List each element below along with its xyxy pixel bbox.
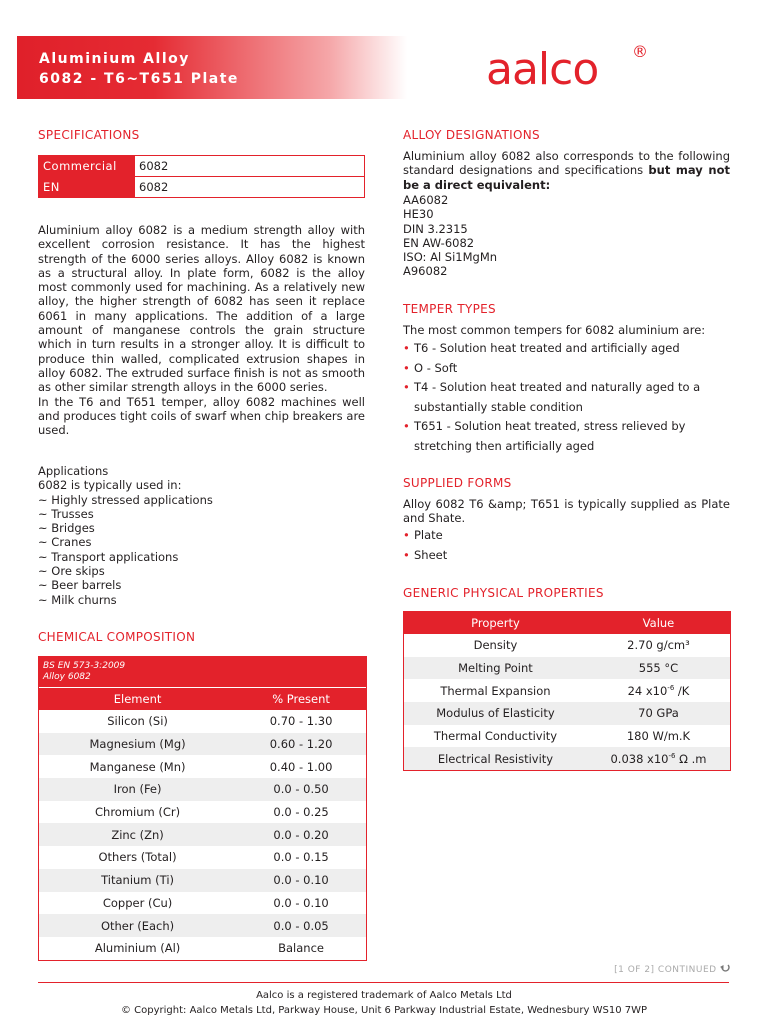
table-row [404, 747, 730, 770]
value-cell [587, 725, 730, 748]
table-row [39, 710, 366, 733]
property-cell: Modulus of Elasticity [404, 702, 587, 725]
physical-table-container [403, 611, 731, 771]
applications [38, 464, 365, 607]
designation-item: EN AW-6082 [403, 235, 475, 250]
property-cell: Thermal Conductivity [433, 729, 558, 744]
table-row [39, 846, 366, 869]
value-cell [587, 634, 730, 657]
specifications-table [38, 155, 365, 198]
trademark-notice: Aalco is a registered trademark of Aalco Metals Ltd [256, 990, 512, 1001]
application-item: ~ Beer barrels [38, 578, 122, 593]
chemical-table-container [38, 656, 367, 961]
document-title [39, 49, 239, 89]
element-cell: Chromium (Cr) [95, 805, 181, 820]
value-text: 2.70 g/cm³ [627, 638, 690, 653]
column-header-present: % Present [236, 688, 366, 710]
element-cell: Magnesium (Mg) [39, 733, 236, 756]
chemical-standard-note [39, 657, 366, 688]
aalco-logo: aalco [486, 44, 599, 95]
designation-item: HE30 [403, 207, 434, 222]
applications-title: Applications [38, 464, 109, 478]
percent-cell: 0.0 - 0.20 [236, 823, 366, 846]
tempers-intro: The most common tempers for 6082 aluminium are: [403, 323, 706, 337]
element-cell: Titanium (Ti) [39, 869, 236, 892]
value-cell [587, 657, 730, 680]
standard-reference: BS EN 573-3:2009 [43, 661, 126, 671]
copyright-notice: © Copyright: Aalco Metals Ltd, Parkway House, Unit 6 Parkway Industrial Estate, Wednesbury WS10 7WP [120, 1005, 648, 1016]
title-line-2: 6082 - T6~T651 Plate [39, 71, 239, 87]
spec-key: EN [39, 177, 136, 198]
form-item: • Sheet [403, 546, 718, 566]
property-cell: Melting Point [404, 657, 587, 680]
percent-cell: 0.0 - 0.10 [236, 869, 366, 892]
percent-cell: 0.60 - 1.20 [236, 733, 366, 756]
temper-item: • T6 - Solution heat treated and artificially aged [403, 339, 718, 359]
table-row [39, 801, 366, 824]
designation-item: A96082 [403, 264, 448, 279]
element-cell: Iron (Fe) [39, 778, 236, 801]
title-line-1: Aluminium Alloy [39, 51, 190, 67]
value-cell [587, 702, 730, 725]
chemical-heading: CHEMICAL COMPOSITION [38, 630, 196, 644]
value-text: 70 GPa [638, 706, 679, 721]
table-row [39, 823, 366, 846]
description-para-2: In the T6 and T651 temper, alloy 6082 machines well and produces tight coils of swarf when chip breakers are used. [38, 394, 365, 438]
application-item: ~ Ore skips [38, 564, 105, 579]
designations-intro-bold: but may not be a direct equivalent: [403, 163, 730, 192]
value-exponent: -6 [668, 751, 676, 760]
application-item: ~ Bridges [38, 521, 95, 536]
continued-text: [1 OF 2] CONTINUED [614, 965, 717, 975]
designation-item: AA6082 [403, 193, 449, 207]
table-row [39, 914, 366, 937]
designation-item: ISO: Al Si1MgMn [403, 250, 498, 265]
column-header-element: Element [39, 688, 236, 710]
property-cell: Electrical Resistivity [404, 747, 587, 770]
value-text: 555 °C [638, 661, 679, 676]
spec-row [39, 177, 365, 198]
element-cell: Aluminium (Al) [94, 941, 181, 956]
percent-cell: 0.0 - 0.10 [273, 895, 329, 910]
property-cell: Thermal Expansion [440, 683, 551, 698]
spec-row [39, 156, 365, 177]
chemical-table [39, 688, 366, 960]
header-band [17, 36, 407, 99]
designations-intro [403, 149, 730, 192]
table-row [39, 733, 366, 756]
element-cell: Copper (Cu) [102, 895, 173, 910]
specifications-heading: SPECIFICATIONS [38, 128, 140, 142]
application-item: ~ Cranes [38, 535, 92, 550]
forms-heading: SUPPLIED FORMS [403, 476, 512, 490]
registered-mark: ® [632, 42, 648, 61]
element-cell: Zinc (Zn) [39, 823, 236, 846]
value-cell [587, 747, 730, 770]
alloy-reference: Alloy 6082 [43, 672, 91, 682]
property-cell: Density [473, 638, 518, 653]
table-row [404, 679, 730, 702]
forms-intro: Alloy 6082 T6 &amp; T651 is typically supplied as Plate and Shate. [403, 497, 730, 526]
value-exponent: -6 [667, 683, 675, 692]
table-row [404, 657, 730, 680]
designation-item: DIN 3.2315 [403, 221, 468, 236]
application-item: ~ Transport applications [38, 549, 179, 564]
continued-indicator [614, 964, 730, 975]
temper-item: • T651 - Solution heat treated, stress relieved by stretching then artificially aged [403, 417, 718, 456]
column-header-property: Property [404, 612, 587, 634]
percent-cell: 0.0 - 0.50 [236, 778, 366, 801]
table-row [404, 702, 730, 725]
description-para-1: Aluminium alloy 6082 is a medium strength alloy with excellent corrosion resistance. It has the highest strength of the 6000 series alloys. Alloy 6082 is known as a structural alloy. In plate form, 6082 is the alloy most commonly used for machining. As a relatively new alloy, the higher strength of 6082 has seen it replace 6061 in many applications. The addition of a large amount of manganese controls the grain structure which in turn results in a stronger alloy. It is difficult to produce thin walled, complicated extrusion shapes in alloy 6082. The extruded surface finish is not as smooth as other similar strength alloys in the 6000 series. [38, 223, 365, 395]
description [38, 223, 365, 437]
applications-list [38, 493, 365, 607]
applications-intro: 6082 is typically used in: [38, 478, 182, 493]
table-row [39, 892, 366, 915]
value-text: 180 W/m.K [626, 729, 691, 744]
application-item: ~ Trusses [38, 506, 94, 521]
tempers-list [403, 339, 718, 456]
value-unit: /K [674, 683, 690, 698]
element-cell: Manganese (Mn) [89, 759, 186, 774]
element-cell: Silicon (Si) [107, 714, 168, 729]
spec-value: 6082 [139, 180, 169, 194]
value-unit: Ω .m [675, 751, 707, 766]
table-row [404, 634, 730, 657]
percent-cell: 0.70 - 1.30 [269, 714, 333, 729]
table-row [39, 869, 366, 892]
return-arrow-icon [720, 964, 730, 973]
form-item: • Plate [403, 526, 718, 546]
value-text: 24 x10 [627, 683, 668, 698]
designations-list [403, 193, 730, 279]
footer-divider [38, 982, 729, 983]
percent-cell: Balance [278, 941, 324, 956]
spec-value: 6082 [135, 156, 365, 177]
temper-item: • O - Soft [403, 359, 718, 379]
column-header-value: Value [587, 612, 730, 634]
physical-table [404, 612, 730, 770]
percent-cell: 0.0 - 0.05 [236, 914, 366, 937]
application-item: ~ Milk churns [38, 592, 117, 607]
physical-heading: GENERIC PHYSICAL PROPERTIES [403, 586, 604, 600]
value-cell [587, 679, 730, 702]
element-cell: Others (Total) [98, 850, 177, 865]
table-row [404, 725, 730, 748]
percent-cell: 0.40 - 1.00 [269, 759, 333, 774]
temper-item: • T4 - Solution heat treated and naturally aged to a substantially stable condition [403, 378, 718, 417]
percent-cell: 0.0 - 0.15 [273, 850, 329, 865]
percent-cell: 0.0 - 0.25 [273, 805, 329, 820]
spec-key: Commercial [39, 156, 136, 177]
application-item: ~ Highly stressed applications [38, 492, 213, 507]
element-cell: Other (Each) [39, 914, 236, 937]
value-text: 0.038 x10 [610, 751, 669, 766]
designations-heading: ALLOY DESIGNATIONS [403, 128, 540, 142]
table-row [39, 755, 366, 778]
table-row [39, 937, 366, 960]
designations-intro-text: Aluminium alloy 6082 also corresponds to the following standard designations and specifications [403, 149, 730, 178]
tempers-heading: TEMPER TYPES [403, 302, 496, 316]
table-row [39, 778, 366, 801]
forms-list [403, 526, 718, 565]
